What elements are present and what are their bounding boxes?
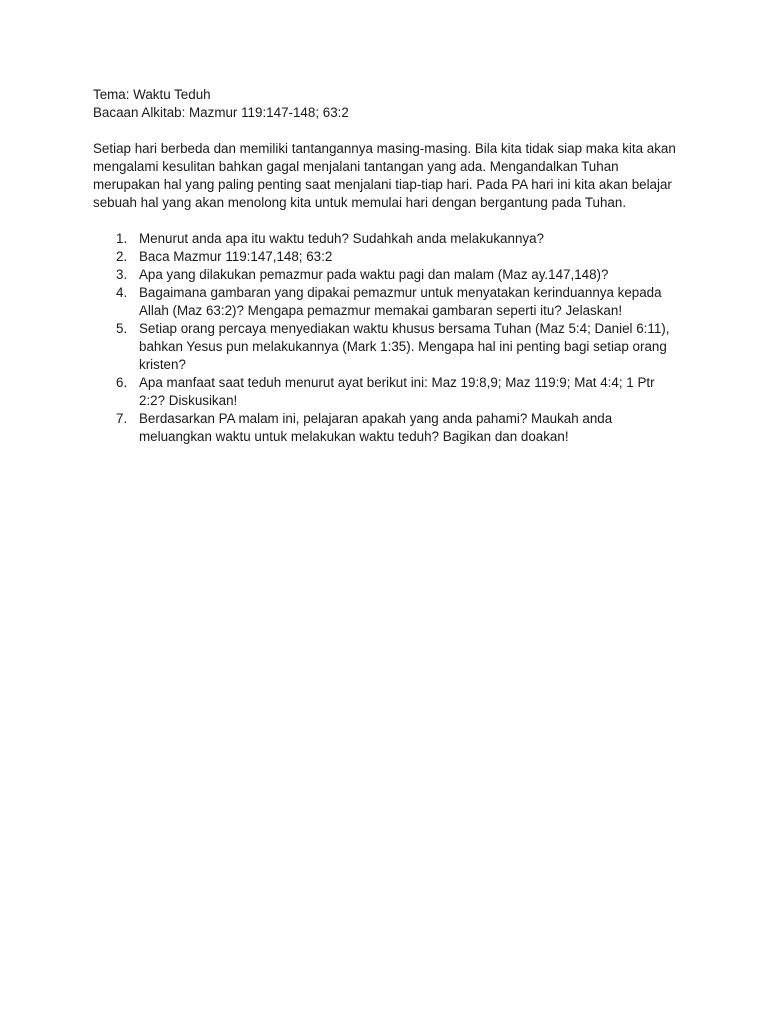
item-text: Menurut anda apa itu waktu teduh? Sudahkah anda melakukannya? <box>139 231 544 246</box>
list-item <box>93 230 684 248</box>
spacer <box>93 122 683 140</box>
item-number: 5. <box>116 321 128 336</box>
item-number: 1. <box>116 231 128 246</box>
theme-line: Tema: Waktu Teduh <box>93 87 211 102</box>
list-item <box>93 374 684 410</box>
item-text: Baca Mazmur 119:147,148; 63:2 <box>139 249 333 264</box>
item-number: 2. <box>116 249 128 264</box>
item-number: 6. <box>116 375 128 390</box>
item-number: 4. <box>116 285 128 300</box>
item-text: Apa manfaat saat teduh menurut ayat berikut ini: Maz 19:8,9; Maz 119:9; Mat 4:4; 1 Ptr 2:2? Diskusikan! <box>139 375 655 408</box>
document-page <box>93 86 683 446</box>
item-number: 7. <box>116 411 128 426</box>
list-item <box>93 266 684 284</box>
list-item <box>93 320 684 374</box>
item-number: 3. <box>116 267 128 282</box>
intro-paragraph: Setiap hari berbeda dan memiliki tantangannya masing-masing. Bila kita tidak siap maka kita akan mengalami kesulitan bahkan gagal menjalani tantangan yang ada. Mengandalkan Tuhan merupakan hal yang paling penting saat menjalani tiap-tiap hari. Pada PA hari ini kita akan belajar sebuah hal yang akan menolong kita untuk memulai hari dengan bergantung pada Tuhan. <box>93 141 676 210</box>
scripture-reading-line: Bacaan Alkitab: Mazmur 119:147-148; 63:2 <box>93 105 349 120</box>
item-text: Setiap orang percaya menyediakan waktu khusus bersama Tuhan (Maz 5:4; Daniel 6:11), bahkan Yesus pun melakukannya (Mark 1:35). Mengapa hal ini penting bagi setiap orang kristen? <box>139 321 670 372</box>
question-list <box>93 230 683 446</box>
item-text: Berdasarkan PA malam ini, pelajaran apakah yang anda pahami? Maukah anda meluangkan waktu untuk melakukan waktu teduh? Bagikan dan doakan! <box>139 411 613 444</box>
item-text: Apa yang dilakukan pemazmur pada waktu pagi dan malam (Maz ay.147,148)? <box>139 267 609 282</box>
list-item <box>93 284 684 320</box>
list-item <box>93 248 684 266</box>
item-text: Bagaimana gambaran yang dipakai pemazmur untuk menyatakan kerinduannya kepada Allah (Maz 63:2)? Mengapa pemazmur memakai gambaran seperti itu? Jelaskan! <box>139 285 662 318</box>
spacer <box>93 212 683 230</box>
list-item <box>93 410 684 446</box>
